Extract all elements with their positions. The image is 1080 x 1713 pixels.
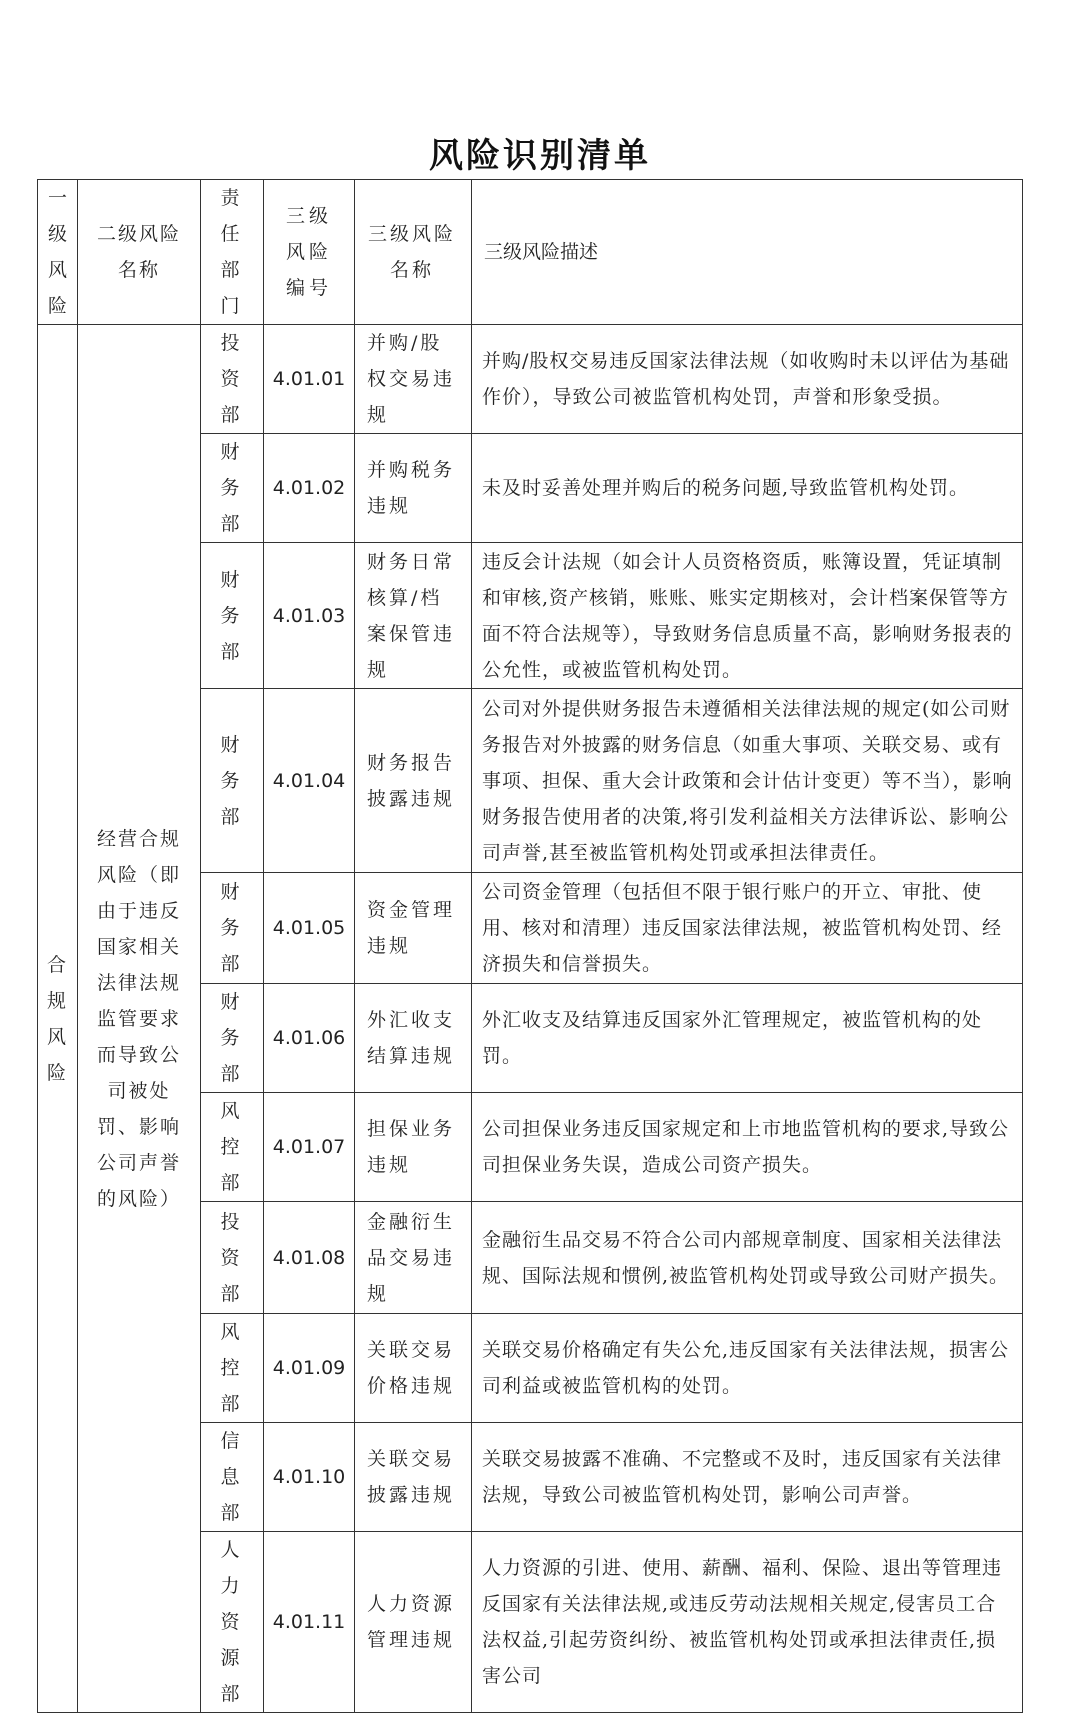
dept-cell: 财务部 <box>201 543 264 689</box>
name-cell: 并购税务违规 <box>355 434 472 543</box>
desc-cell: 外汇收支及结算违反国家外汇管理规定，被监管机构的处罚。 <box>472 984 1023 1093</box>
name-cell: 人力资源管理违规 <box>355 1532 472 1713</box>
desc-cell: 关联交易披露不准确、不完整或不及时，违反国家有关法律法规，导致公司被监管机构处罚，影响公司声誉。 <box>472 1423 1023 1532</box>
code-cell: 4.01.01 <box>264 325 355 434</box>
name-cell: 财务报告披露违规 <box>355 689 472 873</box>
code-cell: 4.01.07 <box>264 1093 355 1202</box>
header-level1: 一级风险 <box>38 180 78 325</box>
name-cell: 财务日常核算/档案保管违规 <box>355 543 472 689</box>
header-level2: 二级风险名称 <box>78 180 201 325</box>
level1-risk-cell: 合规风险 <box>38 325 78 1713</box>
table-header-row <box>38 180 1023 325</box>
dept-cell: 财务部 <box>201 873 264 984</box>
dept-cell: 投资部 <box>201 1202 264 1314</box>
desc-cell: 并购/股权交易违反国家法律法规（如收购时未以评估为基础作价），导致公司被监管机构处罚，声誉和形象受损。 <box>472 325 1023 434</box>
code-cell: 4.01.09 <box>264 1314 355 1423</box>
dept-cell: 投资部 <box>201 325 264 434</box>
header-desc: 三级风险描述 <box>472 180 1023 325</box>
name-cell: 外汇收支结算违规 <box>355 984 472 1093</box>
dept-cell: 信息部 <box>201 1423 264 1532</box>
code-cell: 4.01.03 <box>264 543 355 689</box>
header-code: 三级风险编号 <box>264 180 355 325</box>
desc-cell: 金融衍生品交易不符合公司内部规章制度、国家相关法律法规、国际法规和惯例,被监管机构处罚或导致公司财产损失。 <box>472 1202 1023 1314</box>
dept-cell: 财务部 <box>201 434 264 543</box>
name-cell: 担保业务违规 <box>355 1093 472 1202</box>
code-cell: 4.01.06 <box>264 984 355 1093</box>
code-cell: 4.01.11 <box>264 1532 355 1713</box>
header-name: 三级风险名称 <box>355 180 472 325</box>
page-title: 风险识别清单 <box>429 136 651 176</box>
desc-cell: 违反会计法规（如会计人员资格资质，账簿设置，凭证填制和审核,资产核销，账账、账实定期核对，会计档案保管等方面不符合法规等），导致财务信息质量不高，影响财务报表的公允性，或被监管机构处罚。 <box>472 543 1023 689</box>
desc-cell: 公司对外提供财务报告未遵循相关法律法规的规定(如公司财务报告对外披露的财务信息（如重大事项、关联交易、或有事项、担保、重大会计政策和会计估计变更）等不当），影响财务报告使用者的决策,将引发利益相关方法律诉讼、影响公司声誉,甚至被监管机构处罚或承担法律责任。 <box>472 689 1023 873</box>
name-cell: 关联交易价格违规 <box>355 1314 472 1423</box>
name-cell: 并购/股权交易违规 <box>355 325 472 434</box>
dept-cell: 风控部 <box>201 1314 264 1423</box>
name-cell: 关联交易披露违规 <box>355 1423 472 1532</box>
desc-cell: 公司担保业务违反国家规定和上市地监管机构的要求,导致公司担保业务失误，造成公司资产损失。 <box>472 1093 1023 1202</box>
table-row <box>38 325 1023 434</box>
level2-risk-cell: 经营合规风险（即由于违反国家相关法律法规监管要求而导致公司被处罚、影响公司声誉的风险） <box>78 325 201 1713</box>
header-dept: 责任部门 <box>201 180 264 325</box>
name-cell: 金融衍生品交易违规 <box>355 1202 472 1314</box>
dept-cell: 人力资源部 <box>201 1532 264 1713</box>
desc-cell: 未及时妥善处理并购后的税务问题,导致监管机构处罚。 <box>472 434 1023 543</box>
code-cell: 4.01.08 <box>264 1202 355 1314</box>
name-cell: 资金管理违规 <box>355 873 472 984</box>
dept-cell: 风控部 <box>201 1093 264 1202</box>
desc-cell: 人力资源的引进、使用、薪酬、福利、保险、退出等管理违反国家有关法律法规,或违反劳动法规相关规定,侵害员工合法权益,引起劳资纠纷、被监管机构处罚或承担法律责任,损害公司 <box>472 1532 1023 1713</box>
code-cell: 4.01.10 <box>264 1423 355 1532</box>
code-cell: 4.01.04 <box>264 689 355 873</box>
risk-table <box>37 179 1023 1713</box>
code-cell: 4.01.02 <box>264 434 355 543</box>
dept-cell: 财务部 <box>201 689 264 873</box>
desc-cell: 公司资金管理（包括但不限于银行账户的开立、审批、使用、核对和清理）违反国家法律法规，被监管机构处罚、经济损失和信誉损失。 <box>472 873 1023 984</box>
dept-cell: 财务部 <box>201 984 264 1093</box>
code-cell: 4.01.05 <box>264 873 355 984</box>
desc-cell: 关联交易价格确定有失公允,违反国家有关法律法规，损害公司利益或被监管机构的处罚。 <box>472 1314 1023 1423</box>
